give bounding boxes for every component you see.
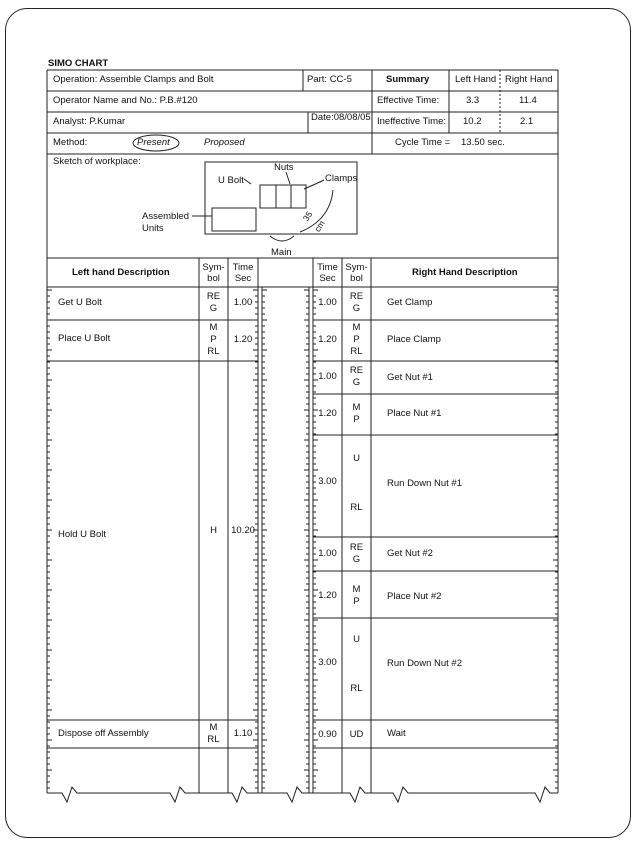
right-sym-header-2: bol — [350, 273, 363, 284]
right-row-sym: RE — [349, 542, 364, 553]
left-sym-header-2: bol — [207, 273, 220, 284]
right-row-desc: Place Clamp — [387, 334, 441, 345]
left-row-desc: Dispose off Assembly — [58, 728, 149, 739]
sketch-units-label: Units — [142, 223, 164, 234]
left-row-time: 1.20 — [233, 334, 253, 345]
right-row-time: 0.90 — [318, 729, 337, 740]
right-row-sym: P — [353, 414, 360, 425]
left-row-sym: M — [209, 322, 218, 333]
method-present: Present — [137, 137, 170, 148]
right-row-sym: M — [352, 584, 361, 595]
right-row-sym: UD — [349, 729, 364, 740]
ineffective-right: 2.1 — [520, 116, 534, 127]
left-row-sym: M — [209, 722, 218, 733]
right-row-desc: Get Clamp — [387, 297, 433, 308]
right-row-sym: P — [353, 596, 360, 607]
sketch-clamps-label: Clamps — [325, 173, 358, 184]
left-row-sym: RL — [207, 346, 220, 357]
sketch-nuts-label: Nuts — [274, 162, 294, 173]
summary-right-hand: Right Hand — [505, 74, 553, 85]
method-proposed: Proposed — [204, 137, 245, 148]
right-row-time: 1.20 — [318, 590, 337, 601]
left-row-sym: RL — [207, 734, 220, 745]
right-row-sym: G — [352, 554, 361, 565]
left-row-sym: RE — [206, 291, 221, 302]
right-row-desc: Wait — [387, 728, 406, 739]
sketch-assembled-label: Assembled — [142, 211, 189, 222]
left-row-time: 10.20 — [231, 525, 255, 536]
cycle-value: 13.50 sec. — [461, 137, 505, 148]
left-row-desc: Hold U Bolt — [58, 529, 107, 540]
right-row-sym: M — [352, 402, 361, 413]
right-row-sym: U — [353, 453, 360, 464]
operation-field: Operation: Assemble Clamps and Bolt — [53, 74, 214, 85]
right-row-desc: Place Nut #2 — [387, 591, 442, 602]
right-row-sym: RL — [350, 683, 363, 694]
summary-left-hand: Left Hand — [455, 74, 497, 85]
right-row-time: 3.00 — [318, 657, 337, 668]
right-row-time: 3.00 — [318, 476, 337, 487]
right-row-time: 1.00 — [318, 297, 337, 308]
right-row-desc: Get Nut #2 — [387, 548, 433, 559]
right-time-header-2: Sec — [319, 273, 336, 284]
right-sym-header-1: Sym- — [345, 262, 368, 273]
right-row-sym: P — [353, 334, 360, 345]
right-row-time: 1.20 — [318, 334, 337, 345]
right-row-sym: RL — [350, 346, 363, 357]
effective-label: Effective Time: — [377, 95, 440, 106]
right-row-sym: M — [352, 322, 361, 333]
right-row-time: 1.20 — [318, 408, 337, 419]
sketch-label: Sketch of workplace: — [53, 156, 141, 167]
sketch-distance-unit: cm — [312, 218, 327, 234]
date-field: Date:08/08/05 — [311, 112, 371, 123]
effective-right: 11.4 — [519, 95, 537, 106]
right-row-desc: Run Down Nut #1 — [387, 478, 462, 489]
method-label: Method: — [53, 137, 88, 148]
right-row-time: 1.00 — [318, 371, 337, 382]
left-row-sym: G — [209, 303, 218, 314]
operator-field: Operator Name and No.: P.B.#120 — [53, 95, 198, 106]
left-time-header-1: Time — [232, 262, 254, 273]
chart-title: SIMO CHART — [48, 58, 109, 69]
sketch-ubolt-label: U Bolt — [218, 175, 244, 186]
right-row-desc: Run Down Nut #2 — [387, 658, 462, 669]
summary-title: Summary — [386, 74, 430, 85]
left-row-sym: P — [210, 334, 217, 345]
right-row-desc: Place Nut #1 — [387, 408, 442, 419]
right-row-sym: G — [352, 377, 361, 388]
sketch-distance-value: 35 — [300, 209, 315, 223]
sketch-main-label: Main — [271, 247, 292, 258]
left-row-sym: H — [210, 525, 217, 536]
ineffective-label: Ineffective Time: — [377, 116, 446, 127]
right-time-header-1: Time — [317, 262, 338, 273]
right-row-sym: G — [352, 303, 361, 314]
right-row-sym: RE — [349, 365, 364, 376]
right-row-sym: U — [353, 634, 360, 645]
part-field: Part: CC-5 — [307, 74, 352, 85]
left-sym-header-1: Sym- — [202, 262, 225, 273]
effective-left: 3.3 — [466, 95, 480, 106]
left-row-desc: Get U Bolt — [58, 297, 102, 308]
left-time-header-2: Sec — [234, 273, 252, 284]
right-row-time: 1.00 — [318, 548, 337, 559]
right-row-sym: RE — [349, 291, 364, 302]
analyst-field: Analyst: P.Kumar — [53, 116, 126, 127]
right-row-desc: Get Nut #1 — [387, 372, 433, 383]
right-desc-header: Right Hand Description — [412, 267, 518, 278]
cycle-label: Cycle Time = — [395, 137, 451, 148]
left-desc-header: Left hand Description — [72, 267, 170, 278]
left-row-desc: Place U Bolt — [58, 333, 111, 344]
left-row-time: 1.00 — [233, 297, 253, 308]
right-row-sym: RL — [350, 502, 363, 513]
left-row-time: 1.10 — [233, 728, 253, 739]
ineffective-left: 10.2 — [463, 116, 482, 127]
